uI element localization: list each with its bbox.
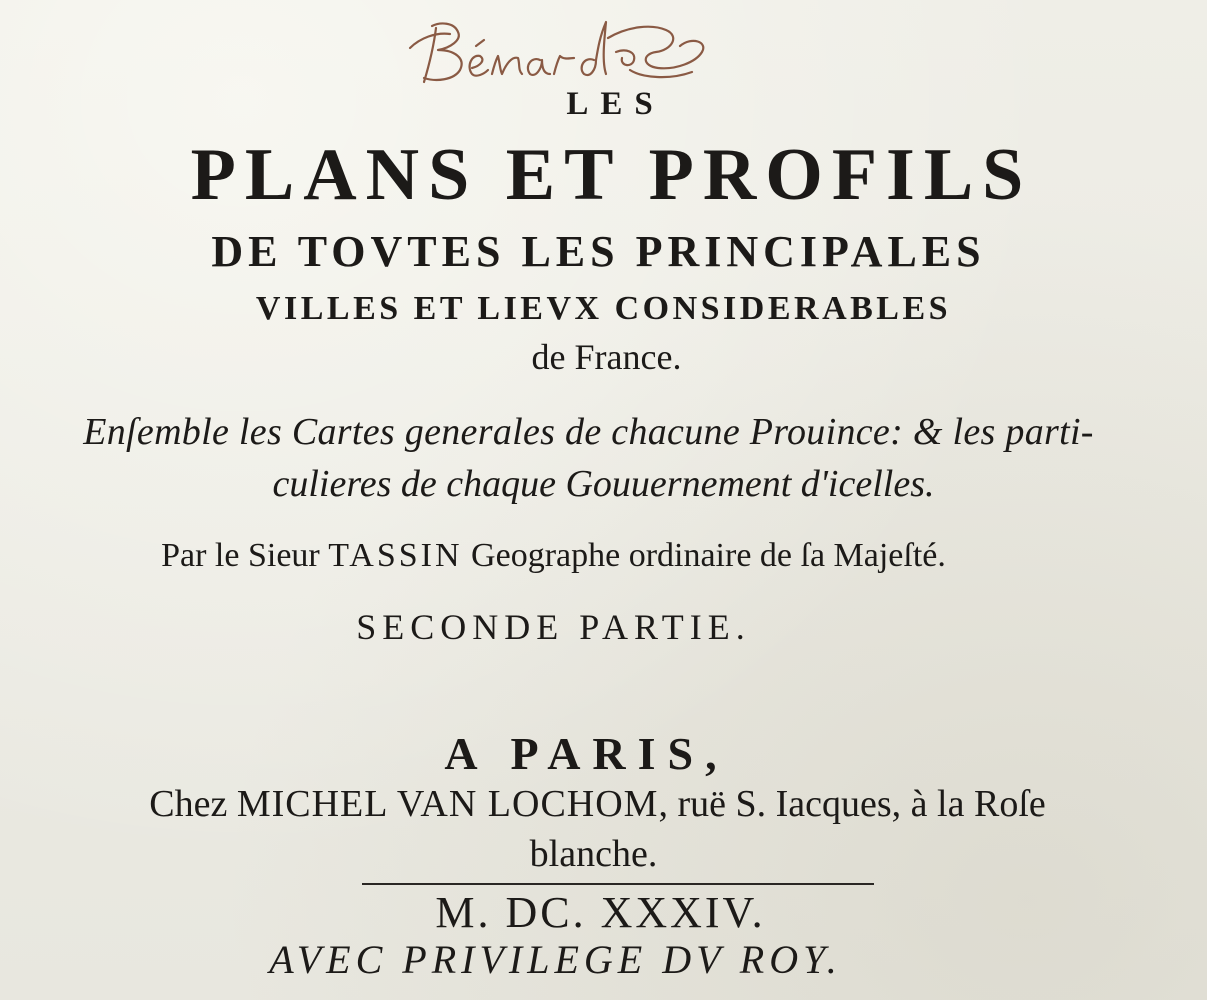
subtitle-line-1: DE TOVTES LES PRINCIPALES [211,227,986,276]
author-suffix: Geographe ordinaire de ſa Majeſté. [462,537,946,574]
imprint-city: A PARIS, [444,728,729,779]
publisher-line-2: blanche. [529,833,658,875]
description-line-2: culieres de chaque Gouuernement d'icelles. [272,463,935,505]
imprint-date: M. DC. XXXIV. [435,888,766,937]
title-article: LES [566,86,665,122]
main-title: PLANS ET PROFILS [190,134,1033,216]
publisher-name: MICHEL VAN LOCHOM [236,783,659,825]
subtitle-line-3: de France. [531,337,682,377]
privilege-statement: AVEC PRIVILEGE DV ROY. [269,937,842,982]
description-line-1: Enſemble les Cartes generales de chacune Prouince: & les parti- [83,411,1094,453]
subtitle-line-2: VILLES ET LIEVX CONSIDERABLES [255,290,952,327]
author-name: TASSIN [328,537,463,574]
publisher-suffix: , ruë S. Iacques, à la Roſe [658,783,1046,825]
author-line [0,537,1157,575]
divider-rule [362,883,874,885]
publisher-prefix: Chez [149,783,237,825]
author-prefix: Par le Sieur [161,537,329,574]
part-heading: SECONDE PARTIE. [356,607,751,647]
publisher-line [0,782,1201,826]
